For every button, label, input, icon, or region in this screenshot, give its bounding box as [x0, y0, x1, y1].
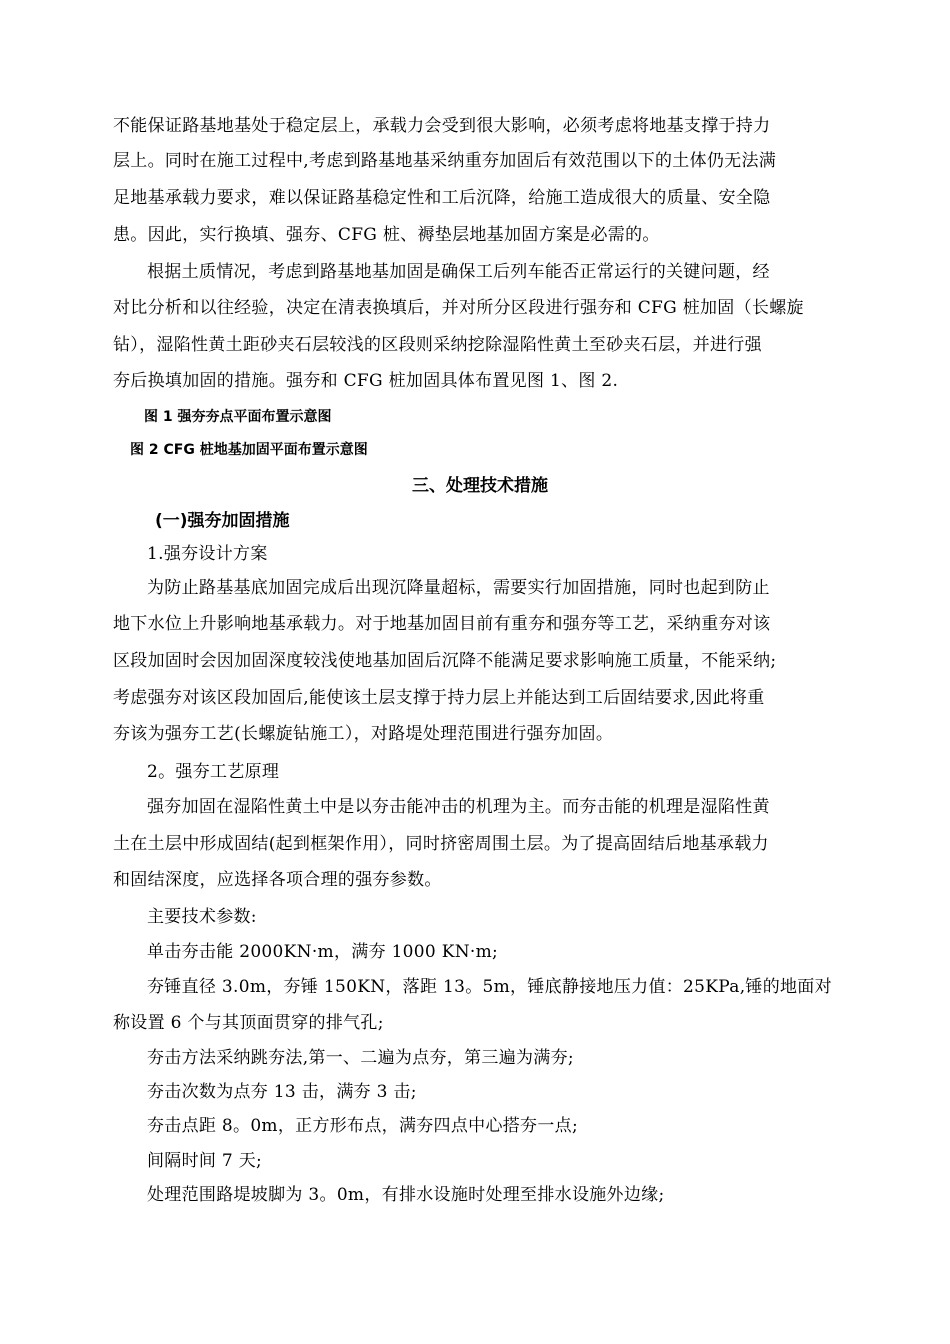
- item-title: 2。强夯工艺原理: [147, 762, 280, 782]
- param-hammer: 夯锤直径 3.0m，夯锤 150KN，落距 13。5m，锤底静接地压力值：25KPa,锤的地面对: [147, 977, 832, 997]
- paragraph-line: 地下水位上升影响地基承载力。对于地基加固目前有重夯和强夯等工艺，采纳重夯对该: [113, 614, 771, 634]
- param-method: 夯击方法采纳跳夯法,第一、二遍为点夯，第三遍为满夯;: [147, 1048, 574, 1068]
- section-subtitle: (一)强夯加固措施: [155, 511, 290, 531]
- param-spacing: 夯击点距 8。0m，正方形布点，满夯四点中心搭夯一点;: [147, 1116, 578, 1136]
- figure-caption-1: 图 1 强夯夯点平面布置示意图: [144, 409, 332, 425]
- section-title: 三、处理技术措施: [412, 476, 548, 496]
- param-interval: 间隔时间 7 天;: [147, 1151, 263, 1171]
- paragraph-line: 根据土质情况，考虑到路基地基加固是确保工后列车能否正常运行的关键问题，经: [147, 262, 770, 282]
- param-hammer-cont: 称设置 6 个与其顶面贯穿的排气孔;: [113, 1013, 384, 1033]
- param-energy: 单击夯击能 2000KN·m，满夯 1000 KN·m;: [147, 942, 499, 962]
- param-range: 处理范围路堤坡脚为 3。0m，有排水设施时处理至排水设施外边缘;: [147, 1185, 665, 1205]
- paragraph-line: 患。因此，实行换填、强夯、CFG 桩、褥垫层地基加固方案是必需的。: [113, 225, 660, 245]
- paragraph-line: 区段加固时会因加固深度较浅使地基加固后沉降不能满足要求影响施工质量，不能采纳;: [113, 651, 777, 671]
- paragraph-line: 钻），湿陷性黄土距砂夹石层较浅的区段则采纳挖除湿陷性黄土至砂夹石层，并进行强: [113, 335, 762, 355]
- param-count: 夯击次数为点夯 13 击，满夯 3 击;: [147, 1082, 417, 1102]
- paragraph-line: 夯该为强夯工艺(长螺旋钻施工），对路堤处理范围进行强夯加固。: [113, 724, 614, 744]
- paragraph-line: 土在土层中形成固结(起到框架作用），同时挤密周围土层。为了提高固结后地基承载力: [113, 834, 769, 854]
- figure-caption-2: 图 2 CFG 桩地基加固平面布置示意图: [130, 442, 368, 458]
- item-title: 1.强夯设计方案: [147, 544, 268, 564]
- paragraph-line: 考虑强夯对该区段加固后,能使该土层支撑于持力层上并能达到工后固结要求,因此将重: [113, 688, 765, 708]
- paragraph-line: 为防止路基基底加固完成后出现沉降量超标，需要实行加固措施，同时也起到防止: [147, 578, 770, 598]
- paragraph-line: 夯后换填加固的措施。强夯和 CFG 桩加固具体布置见图 1、图 2.: [113, 371, 619, 391]
- paragraph-line: 层上。同时在施工过程中,考虑到路基地基采纳重夯加固后有效范围以下的土体仍无法满: [113, 151, 777, 171]
- paragraph-line: 不能保证路基地基处于稳定层上，承载力会受到很大影响，必须考虑将地基支撑于持力: [113, 116, 771, 136]
- paragraph-line: 对比分析和以往经验，决定在清表换填后，并对所分区段进行强夯和 CFG 桩加固（长螺旋: [113, 298, 804, 318]
- paragraph-line: 足地基承载力要求，难以保证路基稳定性和工后沉降，给施工造成很大的质量、安全隐: [113, 188, 771, 208]
- params-title: 主要技术参数:: [147, 907, 257, 927]
- paragraph-line: 强夯加固在湿陷性黄土中是以夯击能冲击的机理为主。而夯击能的机理是湿陷性黄: [147, 797, 770, 817]
- paragraph-line: 和固结深度，应选择各项合理的强夯参数。: [113, 870, 442, 890]
